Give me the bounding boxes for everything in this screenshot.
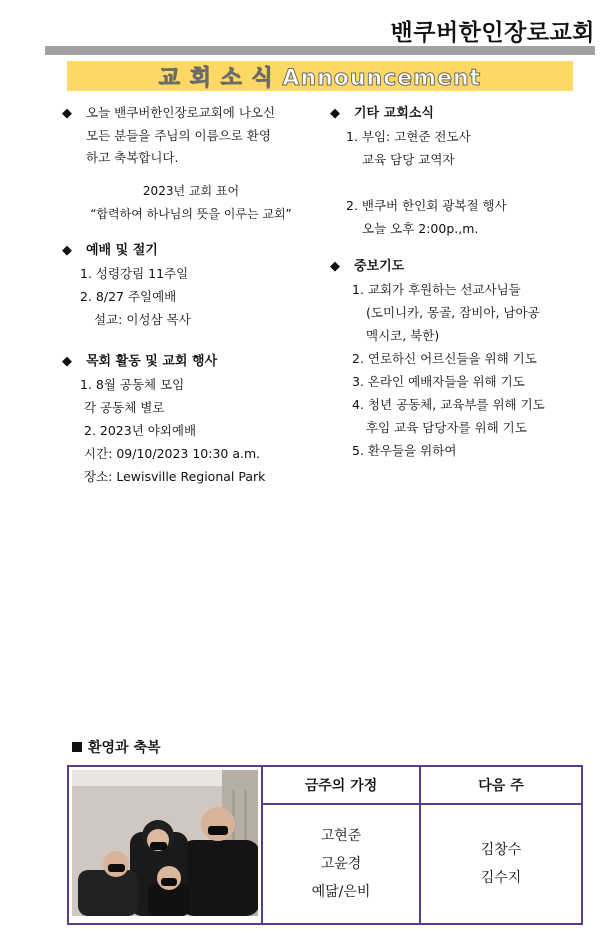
diamond-bullet-icon: ◆ bbox=[62, 243, 72, 258]
prayer-item: 5. 환우들을 위하여 bbox=[352, 443, 457, 458]
events-section bbox=[62, 350, 265, 488]
events-item: 시간: 09/10/2023 10:30 a.m. bbox=[84, 446, 261, 461]
prayer-item: 3. 온라인 예배자들을 위해 기도 bbox=[352, 374, 525, 389]
welcome-message bbox=[62, 102, 275, 169]
other-news-title: 기타 교회소식 bbox=[354, 106, 434, 121]
worship-item: 설교: 이성삼 목사 bbox=[94, 312, 191, 327]
announcement-banner bbox=[67, 61, 573, 91]
welcome-line: 모든 분들을 주님의 이름으로 환영 bbox=[86, 128, 271, 143]
motto-text: “합력하여 하나님의 뜻을 이루는 교회” bbox=[90, 207, 292, 221]
family-photo bbox=[68, 766, 262, 924]
other-news-section bbox=[330, 102, 507, 240]
motto-year: 2023년 교회 표어 bbox=[142, 184, 240, 198]
worship-title: 예배 및 절기 bbox=[86, 243, 158, 258]
this-week-name: 예닮/은비 bbox=[311, 884, 371, 900]
other-news-item: 1. 부임: 고현준 전도사 bbox=[346, 129, 471, 144]
worship-section bbox=[62, 239, 191, 331]
prayer-item: (도미니카, 몽골, 잠비아, 남아공 bbox=[366, 305, 540, 320]
welcome-section-label: 환영과 축복 bbox=[88, 740, 161, 756]
header-bar bbox=[45, 46, 595, 55]
prayer-item: 4. 청년 공동체, 교육부를 위해 기도 bbox=[352, 397, 545, 412]
worship-item: 2. 8/27 주일예배 bbox=[80, 289, 177, 304]
this-week-names bbox=[262, 804, 420, 924]
this-week-name: 고윤경 bbox=[320, 856, 362, 872]
next-week-names bbox=[420, 804, 582, 924]
events-title: 목회 활동 및 교회 행사 bbox=[86, 354, 218, 369]
square-bullet-icon bbox=[72, 742, 82, 752]
banner-title: 교 회 소 식 Announcement bbox=[158, 65, 482, 91]
prayer-section bbox=[330, 255, 545, 462]
other-news-item: 2. 밴쿠버 한인회 광복절 행사 bbox=[346, 198, 507, 213]
welcome-line: 하고 축복합니다. bbox=[86, 150, 179, 165]
family-photo-image bbox=[72, 770, 258, 916]
next-week-name: 김수지 bbox=[480, 870, 522, 886]
prayer-item: 멕시코, 북한) bbox=[366, 328, 440, 343]
prayer-item: 후임 교육 담당자를 위해 기도 bbox=[366, 420, 527, 435]
prayer-item: 1. 교회가 후원하는 선교사님들 bbox=[352, 282, 521, 297]
next-week-name: 김창수 bbox=[480, 842, 522, 858]
other-news-item: 교육 담당 교역자 bbox=[362, 152, 455, 167]
this-week-name: 고현준 bbox=[320, 828, 362, 844]
prayer-item: 2. 연로하신 어르신들을 위해 기도 bbox=[352, 351, 537, 366]
diamond-bullet-icon: ◆ bbox=[62, 354, 72, 369]
church-motto bbox=[62, 180, 320, 226]
events-item: 각 공동체 별로 bbox=[84, 400, 165, 415]
next-week-header: 다음 주 bbox=[420, 766, 582, 804]
this-week-header: 금주의 가정 bbox=[262, 766, 420, 804]
welcome-table bbox=[67, 765, 583, 925]
events-item: 2. 2023년 야외예배 bbox=[84, 423, 197, 438]
prayer-title: 중보기도 bbox=[354, 259, 405, 274]
diamond-bullet-icon: ◆ bbox=[330, 106, 340, 121]
events-item: 1. 8월 공동체 모임 bbox=[80, 377, 185, 392]
events-item: 장소: Lewisville Regional Park bbox=[84, 469, 266, 484]
welcome-line: 오늘 밴쿠버한인장로교회에 나오신 bbox=[86, 105, 276, 120]
welcome-section-title bbox=[72, 737, 161, 757]
worship-item: 1. 성령강림 11주일 bbox=[80, 266, 189, 281]
diamond-bullet-icon: ◆ bbox=[330, 259, 340, 274]
other-news-item: 오늘 오후 2:00p.,m. bbox=[362, 221, 479, 236]
church-name: 밴쿠버한인장로교회 bbox=[390, 20, 595, 46]
diamond-bullet-icon: ◆ bbox=[62, 106, 72, 121]
